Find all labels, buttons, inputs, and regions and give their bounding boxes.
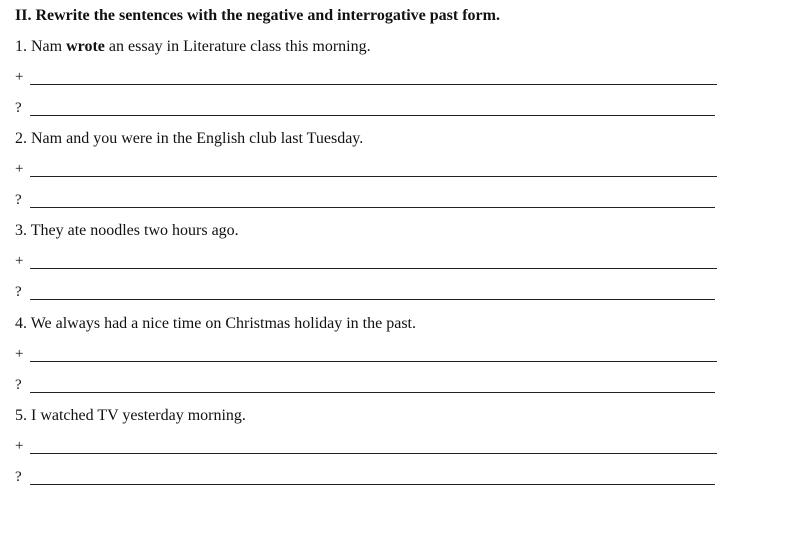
answer-underline xyxy=(30,115,715,116)
interrogative-marker: ? xyxy=(15,100,22,116)
interrogative-answer-line[interactable] xyxy=(15,283,735,303)
answer-underline xyxy=(30,453,717,454)
interrogative-marker: ? xyxy=(15,284,22,300)
question-rest: an essay in Literature class this morning. xyxy=(104,38,371,55)
question-4 xyxy=(15,315,755,407)
answer-underline xyxy=(30,176,717,177)
negative-answer-line[interactable] xyxy=(15,345,735,365)
interrogative-answer-line[interactable] xyxy=(15,376,735,396)
question-text xyxy=(15,38,371,56)
answer-underline xyxy=(30,299,715,300)
negative-answer-line[interactable] xyxy=(15,437,735,457)
question-prefix: 3. They ate noodles two hours ago. xyxy=(15,222,239,239)
question-bold-word: wrote xyxy=(66,38,105,55)
negative-answer-line[interactable] xyxy=(15,252,735,272)
question-prefix: 4. We always had a nice time on Christmas holiday in the past. xyxy=(15,315,416,332)
question-5 xyxy=(15,407,755,499)
question-text xyxy=(15,407,246,425)
question-1 xyxy=(15,38,755,130)
interrogative-answer-line[interactable] xyxy=(15,468,735,488)
answer-underline xyxy=(30,84,717,85)
interrogative-marker: ? xyxy=(15,469,22,485)
question-text xyxy=(15,222,239,240)
negative-marker: + xyxy=(15,161,24,177)
answer-underline xyxy=(30,361,717,362)
answer-underline xyxy=(30,392,715,393)
negative-marker: + xyxy=(15,69,24,85)
interrogative-marker: ? xyxy=(15,377,22,393)
question-text xyxy=(15,315,416,333)
negative-marker: + xyxy=(15,346,24,362)
answer-underline xyxy=(30,484,715,485)
negative-marker: + xyxy=(15,253,24,269)
question-prefix: 2. Nam and you were in the English club last Tuesday. xyxy=(15,130,364,147)
question-text xyxy=(15,130,363,148)
question-3 xyxy=(15,222,755,314)
question-2 xyxy=(15,130,755,222)
answer-underline xyxy=(30,207,715,208)
question-prefix: 1. Nam xyxy=(15,38,67,55)
question-prefix: 5. I watched TV yesterday morning. xyxy=(15,407,246,424)
interrogative-answer-line[interactable] xyxy=(15,99,735,119)
interrogative-answer-line[interactable] xyxy=(15,191,735,211)
answer-underline xyxy=(30,268,717,269)
negative-answer-line[interactable] xyxy=(15,160,735,180)
negative-answer-line[interactable] xyxy=(15,68,735,88)
interrogative-marker: ? xyxy=(15,192,22,208)
negative-marker: + xyxy=(15,438,24,454)
exercise-heading: II. Rewrite the sentences with the negative and interrogative past form. xyxy=(15,7,500,24)
